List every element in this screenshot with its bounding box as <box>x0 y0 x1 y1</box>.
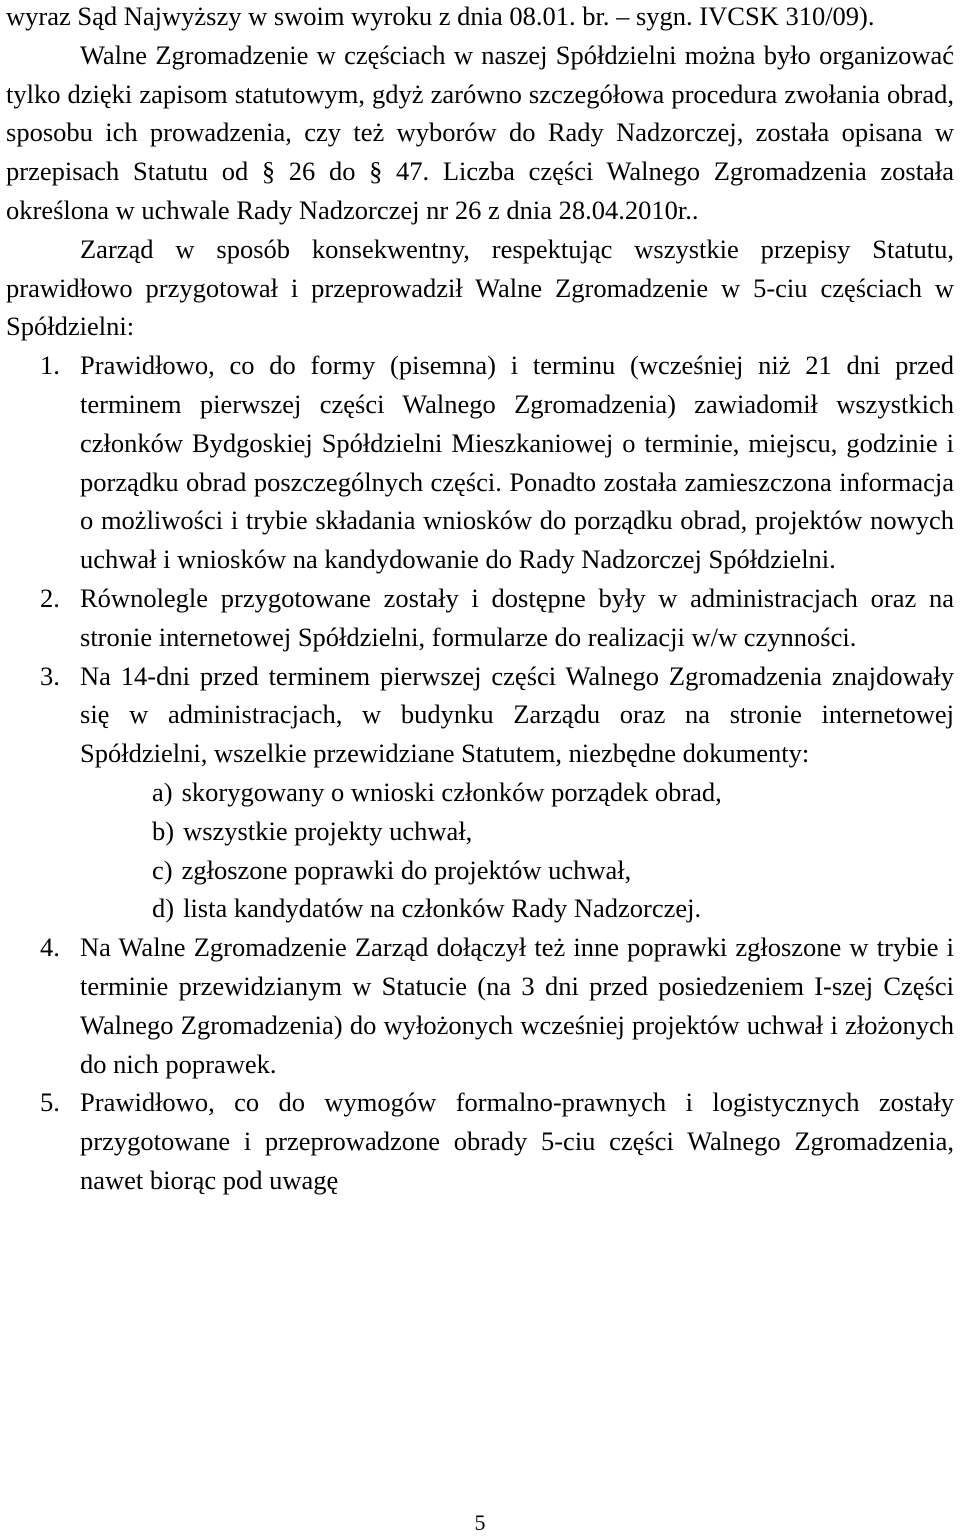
sublist-text: zgłoszone poprawki do projektów uchwał, <box>181 854 632 885</box>
document-page <box>6 0 954 1200</box>
sublist-item-b <box>6 812 954 851</box>
list-item-text: Prawidłowo, co do formy (pisemna) i terminu (wcześniej niż 21 dni przed terminem pierwszej części Walnego Zgromadzenia) zawiadomił wszystkich członków Bydgoskiej Spółdzielni Mieszkaniowej o terminie, miejscu, godzinie i porządku obrad poszczególnych części. Ponadto została zamieszczona informacja o możliwości i trybie składania wniosków do porządku obrad, projektów nowych uchwał i wniosków na kandydowanie do Rady Nadzorczej Spółdzielni. <box>80 350 954 575</box>
sublist-letter: b) <box>152 815 175 846</box>
list-item-1 <box>6 346 954 579</box>
list-item-5 <box>6 1083 954 1199</box>
sublist-text: lista kandydatów na członków Rady Nadzorczej. <box>183 893 702 924</box>
page-number: 5 <box>474 1510 486 1535</box>
list-item-text: Prawidłowo, co do wymogów formalno-prawnych i logistycznych zostały przygotowane i przeprowadzone obrady 5-ciu części Walnego Zgromadzenia, nawet biorąc pod uwagę <box>80 1087 954 1195</box>
sublist-item-c <box>6 851 954 890</box>
sublist-letter: d) <box>152 893 175 924</box>
paragraph-walne-zgromadzenie: Walne Zgromadzenie w częściach w naszej Spółdzielni można było organizować tylko dzięki zapisom statutowym, gdyż zarówno szczegółowa procedura zwołania obrad, sposobu ich prowadzenia, czy też wyborów do Rady Nadzorczej, została opisana w przepisach Statutu od § 26 do § 47. Liczba części Walnego Zgromadzenia została określona w uchwale Rady Nadzorczej nr 26 z dnia 28.04.2010r.. <box>6 39 954 225</box>
list-item-2 <box>6 579 954 657</box>
list-item-text: Równolegle przygotowane zostały i dostępne były w administracjach oraz na stronie internetowej Spółdzielni, formularze do realizacji w/w czynności. <box>80 582 954 652</box>
sublist-item-d <box>6 889 954 928</box>
list-item-text: Na Walne Zgromadzenie Zarząd dołączył też inne poprawki zgłoszone w trybie i terminie przewidzianym w Statucie (na 3 dni przed posiedzeniem I-szej Części Walnego Zgromadzenia) do wyłożonych wcześniej projektów uchwał i złożonych do nich poprawek. <box>80 932 954 1079</box>
list-number: 3. <box>40 660 60 691</box>
list-number: 4. <box>40 932 60 963</box>
list-item-text: Na 14-dni przed terminem pierwszej części Walnego Zgromadzenia znajdowały się w administracjach, w budynku Zarządu oraz na stronie internetowej Spółdzielni, wszelkie przewidziane Statutem, niezbędne dokumenty: <box>80 660 954 769</box>
intro-paragraph: wyraz Sąd Najwyższy w swoim wyroku z dnia 08.01. br. – sygn. IVCSK 310/09). <box>6 1 875 31</box>
list-number: 1. <box>40 350 60 381</box>
list-number: 2. <box>40 582 60 613</box>
numbered-list <box>6 346 954 1200</box>
paragraph-zarzad: Zarząd w sposób konsekwentny, respektując wszystkie przepisy Statutu, prawidłowo przygotował i przeprowadził Walne Zgromadzenie w 5-ciu częściach w Spółdzielni: <box>6 233 954 342</box>
sublist-text: skorygowany o wnioski członków porządek obrad, <box>181 776 722 807</box>
sublist-letter: c) <box>152 854 173 885</box>
sublist-text: wszystkie projekty uchwał, <box>183 815 473 846</box>
list-number: 5. <box>40 1087 60 1118</box>
list-item-3 <box>6 657 954 773</box>
sublist-letter: a) <box>152 776 173 807</box>
sublist-item-a <box>6 773 954 812</box>
list-item-4 <box>6 928 954 1083</box>
